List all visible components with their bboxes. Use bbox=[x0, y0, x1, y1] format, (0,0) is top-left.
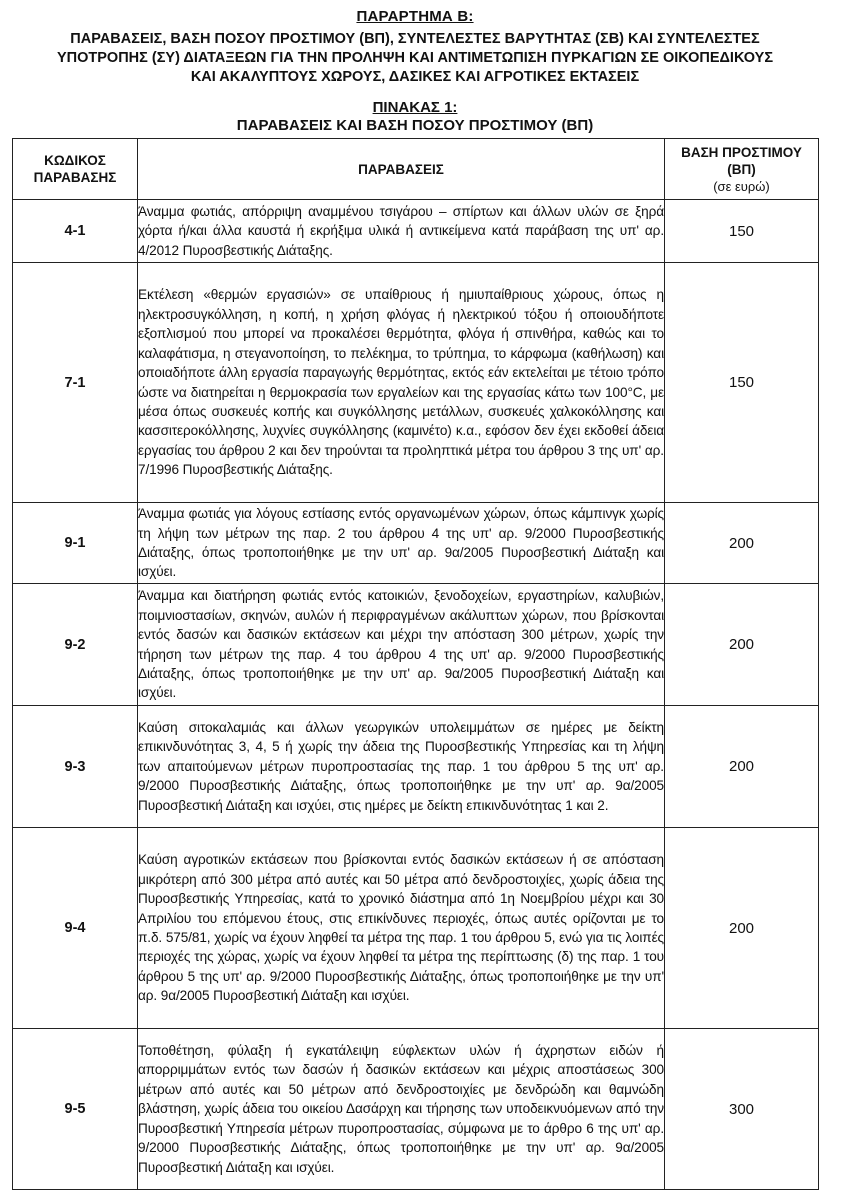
header-base bbox=[665, 139, 819, 200]
heading-line-2: ΥΠΟΤΡΟΠΗΣ (ΣΥ) ΔΙΑΤΑΞΕΩΝ ΓΙΑ ΤΗΝ ΠΡΟΛΗΨΗ ΚΑΙ ΑΝΤΙΜΕΤΩΠΙΣΗ ΠΥΡΚΑΓΙΩΝ ΣΕ ΟΙΚΟΠΕΔΙΚΟΥΣ bbox=[56, 50, 774, 66]
row-base-fine: 200 bbox=[665, 828, 819, 1029]
table-row bbox=[13, 200, 819, 263]
row-description: Καύση σιτοκαλαμιάς και άλλων γεωργικών υπολειμμάτων σε ημέρες με δείκτη επικινδυνότητας 3, 4, 5 ή χωρίς την άδεια της Πυροσβεστικής Υπηρεσίας και τη λήψη των απαιτούμενων μέτρων πυροπροστασίας της παρ. 1 του άρθρου 5 της υπ' αρ. 9/2000 Πυροσβεστικής Διάταξης, όπως τροποποιήθηκε με την υπ' αρ. 9α/2005 Πυροσβεστική Διάταξη και ισχύει, στις ημέρες με δείκτη επικινδυνότητας 1 και 2. bbox=[138, 706, 665, 828]
header-base-line-2: (ΒΠ) bbox=[727, 161, 756, 177]
row-base-fine: 200 bbox=[665, 584, 819, 706]
row-base-fine: 200 bbox=[665, 706, 819, 828]
header-code-line-1: ΚΩΔΙΚΟΣ bbox=[44, 153, 106, 168]
header-base-unit: (σε ευρώ) bbox=[713, 178, 770, 194]
heading-line-1: ΠΑΡΑΒΑΣΕΙΣ, ΒΑΣΗ ΠΟΣΟΥ ΠΡΟΣΤΙΜΟΥ (ΒΠ), ΣΥΝΤΕΛΕΣΤΕΣ ΒΑΡΥΤΗΤΑΣ (ΣΒ) ΚΑΙ ΣΥΝΤΕΛΕΣΤΕΣ bbox=[70, 31, 760, 47]
table-row bbox=[13, 503, 819, 584]
header-base-line-1: ΒΑΣΗ ΠΡΟΣΤΙΜΟΥ bbox=[681, 144, 802, 160]
row-base-fine: 300 bbox=[665, 1029, 819, 1190]
table-row bbox=[13, 706, 819, 828]
row-description: Άναμμα φωτιάς για λόγους εστίασης εντός οργανωμένων χώρων, όπως κάμπινγκ χωρίς τη λήψη των μέτρων της παρ. 2 του άρθρου 4 της υπ' αρ. 9/2000 Πυροσβεστικής Διάταξης, όπως τροποποιήθηκε με την υπ' αρ. 9α/2005 Πυροσβεστική Διάταξη και ισχύει. bbox=[138, 503, 665, 584]
row-base-fine: 150 bbox=[665, 263, 819, 503]
annex-title: ΠΑΡΑΡΤΗΜΑ Β: bbox=[356, 8, 474, 25]
header-violations: ΠΑΡΑΒΑΣΕΙΣ bbox=[138, 139, 665, 200]
header-code-line-2: ΠΑΡΑΒΑΣΗΣ bbox=[33, 170, 117, 185]
header-code bbox=[13, 139, 138, 200]
row-code: 9-4 bbox=[13, 828, 138, 1029]
row-code: 4-1 bbox=[13, 200, 138, 263]
row-description: Άναμμα και διατήρηση φωτιάς εντός κατοικιών, ξενοδοχείων, εργαστηρίων, καλυβιών, ποιμνιοστασίων, σκηνών, αυλών ή περιφραγμένων ακάλυπτων χώρων, που βρίσκονται εντός δασών και δασικών εκτάσεων και μέχρι την απόσταση 300 μέτρων, χωρίς την τήρηση των μέτρων της παρ. 4 του άρθρου 4 της υπ' αρ. 9/2000 Πυροσβεστικής Διάταξης, όπως τροποποιήθηκε με την υπ' αρ. 9α/2005 Πυροσβεστική Διάταξη και ισχύει. bbox=[138, 584, 665, 706]
violations-table bbox=[12, 138, 819, 1190]
row-code: 9-2 bbox=[13, 584, 138, 706]
row-base-fine: 200 bbox=[665, 503, 819, 584]
table-row bbox=[13, 584, 819, 706]
table-row bbox=[13, 828, 819, 1029]
row-code: 9-3 bbox=[13, 706, 138, 828]
row-base-fine: 150 bbox=[665, 200, 819, 263]
table-subtitle: ΠΑΡΑΒΑΣΕΙΣ ΚΑΙ ΒΑΣΗ ΠΟΣΟΥ ΠΡΟΣΤΙΜΟΥ (ΒΠ) bbox=[236, 117, 594, 134]
table-row bbox=[13, 1029, 819, 1190]
row-code: 9-1 bbox=[13, 503, 138, 584]
row-code: 7-1 bbox=[13, 263, 138, 503]
table-header-row bbox=[13, 139, 819, 200]
row-code: 9-5 bbox=[13, 1029, 138, 1190]
row-description: Άναμμα φωτιάς, απόρριψη αναμμένου τσιγάρου – σπίρτων και άλλων υλών σε ξηρά χόρτα ή/και άλλα καυστά ή εκρήξιμα υλικά ή αντικείμενα κατά παράβαση της υπ' αρ. 4/2012 Πυροσβεστικής Διάταξης. bbox=[138, 200, 665, 263]
document-heading bbox=[10, 30, 820, 87]
heading-line-3: ΚΑΙ ΑΚΑΛΥΠΤΟΥΣ ΧΩΡΟΥΣ, ΔΑΣΙΚΕΣ ΚΑΙ ΑΓΡΟΤΙΚΕΣ ΕΚΤΑΣΕΙΣ bbox=[190, 69, 640, 85]
table-row bbox=[13, 263, 819, 503]
table-title: ΠΙΝΑΚΑΣ 1: bbox=[372, 99, 458, 116]
row-description: Καύση αγροτικών εκτάσεων που βρίσκονται εντός δασικών εκτάσεων ή σε απόσταση μικρότερη από 300 μέτρα από αυτές και 50 μέτρα από δενδροστοιχίες, χωρίς άδεια της Πυροσβεστικής Υπηρεσίας, κατά το χρονικό διάστημα από 1η Νοεμβρίου μέχρι και 30 Απριλίου του επόμενου έτους, στις επικίνδυνες περιοχές, όπως αυτές ορίζονται με το π.δ. 575/81, χωρίς να έχουν ληφθεί τα μέτρα της παρ. 1 του άρθρου 5, ενώ για τις λοιπές περιοχές της χώρας, χωρίς να έχουν ληφθεί τα μέτρα της περίπτωσης (δ) της παρ. 1 του άρθρου 5 της υπ' αρ. 9/2000 Πυροσβεστικής Διάταξης, όπως τροποποιήθηκε με την υπ' αρ. 9α/2005 Πυροσβεστική Διάταξη και ισχύει. bbox=[138, 828, 665, 1029]
row-description: Τοποθέτηση, φύλαξη ή εγκατάλειψη εύφλεκτων υλών ή άχρηστων ειδών ή απορριμμάτων εντός των δασών ή δασικών εκτάσεων και μέχρις αποστάσεως 300 μέτρων από αυτές και 50 μέτρων από δενδροστοιχίες με δενδρώδη και θαμνώδη βλάστηση, χωρίς άδεια του οικείου Δασάρχη και τήρησης των υποδεικνυόμενων από την Πυροσβεστική Υπηρεσία μέτρων πυροπροστασίας, σύμφωνα με το άρθρο 6 της υπ' αρ. 9/2000 Πυροσβεστικής Διάταξης, όπως τροποποιήθηκε με την υπ' αρ. 9α/2005 Πυροσβεστική Διάταξη και ισχύει. bbox=[138, 1029, 665, 1190]
row-description: Εκτέλεση «θερμών εργασιών» σε υπαίθριους ή ημιυπαίθριους χώρους, όπως η ηλεκτροσυγκόλληση, η κοπή, η χρήση φλόγας ή ηλεκτρικού τόξου ή οποιουδήποτε εξοπλισμού που μπορεί να προκαλέσει θερμότητα, φλόγα ή σπινθήρα, καθώς και το καλαφάτισμα, η στεγανοποίηση, το πελέκημα, το τρύπημα, το κάρφωμα (καθήλωση) και οποιαδήποτε άλλη εργασία παραγωγής θερμότητας, εκτός εάν εκτελείται με τέτοιο τρόπο ώστε να διατηρείται η θερμοκρασία των εργαλείων και της εργασίας κάτω των 100°C, με μέσα όπως συσκευές κοπής και συγκόλλησης μετάλλων, συσκευές χαλκοκόλλησης και κασσιτεροκόλλησης, λυχνίες συγκόλλησης (καμινέτο) κ.α., εφόσον δεν έχει εκδοθεί άδεια εργασίας του άρθρου 2 και δεν τηρούνται τα προληπτικά μέτρα του άρθρου 3 της υπ' αρ. 7/1996 Πυροσβεστικής Διάταξης. bbox=[138, 263, 665, 503]
